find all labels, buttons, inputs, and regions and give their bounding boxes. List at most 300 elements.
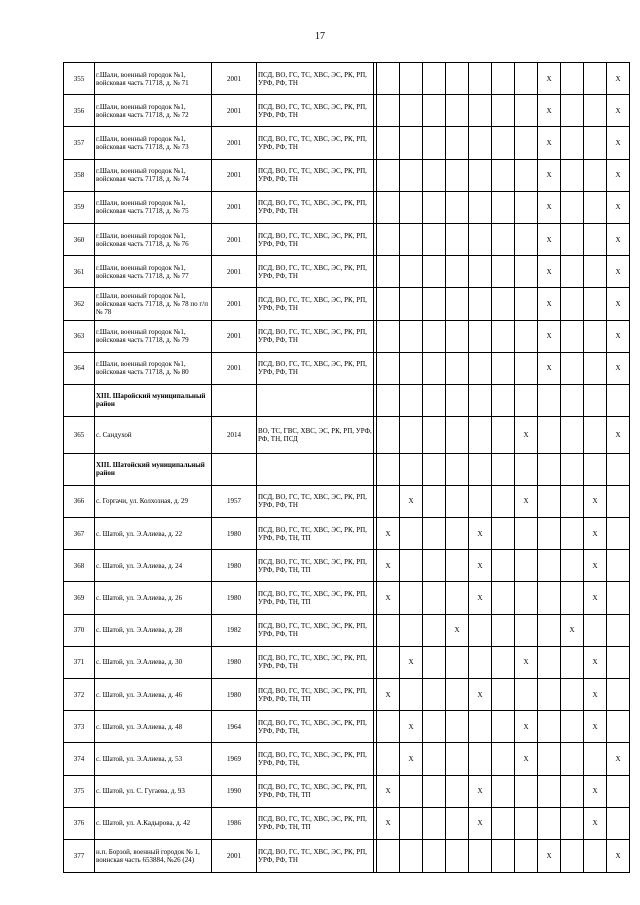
address-cell: с. Горгачи, ул. Колхозная, д. 29 bbox=[95, 485, 212, 517]
mark-cell bbox=[561, 63, 584, 95]
address-cell: г.Шали, военный городок №1, войсковая часть 71718, д. № 77 bbox=[95, 256, 212, 288]
mark-cell bbox=[423, 63, 446, 95]
mark-cell: X bbox=[538, 256, 561, 288]
mark-cell bbox=[446, 839, 469, 872]
table-row bbox=[64, 582, 630, 614]
table-row bbox=[64, 807, 630, 839]
mark-cell bbox=[423, 320, 446, 352]
mark-cell bbox=[492, 711, 515, 743]
mark-cell bbox=[492, 775, 515, 807]
mark-cell bbox=[377, 384, 400, 416]
mark-cell bbox=[423, 453, 446, 485]
utilities-cell bbox=[257, 453, 374, 485]
mark-cell bbox=[423, 256, 446, 288]
mark-cell bbox=[561, 223, 584, 255]
mark-cell bbox=[584, 63, 607, 95]
mark-cell bbox=[561, 839, 584, 872]
mark-cell: X bbox=[538, 223, 561, 255]
mark-cell bbox=[492, 485, 515, 517]
mark-cell: X bbox=[377, 582, 400, 614]
mark-cell: X bbox=[515, 646, 538, 678]
mark-cell: X bbox=[607, 352, 630, 384]
mark-cell bbox=[607, 679, 630, 711]
row-number: 364 bbox=[64, 352, 95, 384]
mark-cell bbox=[400, 614, 423, 646]
mark-cell bbox=[400, 839, 423, 872]
mark-cell bbox=[561, 775, 584, 807]
utilities-cell: ПСД, ВО, ГС, ТС, ХВС, ЭС, РК, РП, УРФ, РФ, ТН, bbox=[257, 743, 374, 775]
mark-cell bbox=[377, 646, 400, 678]
mark-cell bbox=[538, 384, 561, 416]
mark-cell bbox=[538, 711, 561, 743]
mark-cell bbox=[423, 352, 446, 384]
mark-cell: X bbox=[607, 839, 630, 872]
year-cell: 2001 bbox=[212, 95, 257, 127]
mark-cell bbox=[446, 485, 469, 517]
mark-cell bbox=[561, 646, 584, 678]
mark-cell: X bbox=[538, 352, 561, 384]
mark-cell: X bbox=[538, 288, 561, 320]
year-cell: 1980 bbox=[212, 550, 257, 582]
table-row bbox=[64, 223, 630, 255]
mark-cell bbox=[446, 582, 469, 614]
mark-cell bbox=[400, 453, 423, 485]
year-cell: 2001 bbox=[212, 256, 257, 288]
mark-cell bbox=[561, 582, 584, 614]
row-number: 355 bbox=[64, 63, 95, 95]
mark-cell bbox=[400, 191, 423, 223]
year-cell: 1990 bbox=[212, 775, 257, 807]
utilities-cell: ПСД, ВО, ГС, ТС, ХВС, ЭС, РК, РП, УРФ, РФ, ТН bbox=[257, 95, 374, 127]
mark-cell bbox=[584, 223, 607, 255]
mark-cell: X bbox=[400, 711, 423, 743]
mark-cell bbox=[423, 223, 446, 255]
table-row bbox=[64, 416, 630, 453]
mark-cell bbox=[584, 416, 607, 453]
table-row bbox=[64, 127, 630, 159]
year-cell: 1982 bbox=[212, 614, 257, 646]
row-number: 359 bbox=[64, 191, 95, 223]
mark-cell bbox=[423, 485, 446, 517]
mark-cell: X bbox=[538, 320, 561, 352]
table-row bbox=[64, 614, 630, 646]
mark-cell bbox=[446, 288, 469, 320]
mark-cell bbox=[377, 352, 400, 384]
mark-cell bbox=[446, 159, 469, 191]
table-body bbox=[64, 63, 630, 873]
mark-cell bbox=[584, 95, 607, 127]
mark-cell bbox=[377, 320, 400, 352]
mark-cell bbox=[607, 518, 630, 550]
table-row bbox=[64, 646, 630, 678]
row-number: 373 bbox=[64, 711, 95, 743]
section-title: XIII. Шаройский муниципальный район bbox=[95, 384, 212, 416]
mark-cell: X bbox=[607, 256, 630, 288]
utilities-cell: ВО, ТС, ГВС, ХВС, ЭС, РК, РП, УРФ, РФ, ТН, ПСД bbox=[257, 416, 374, 453]
mark-cell bbox=[538, 807, 561, 839]
mark-cell bbox=[469, 63, 492, 95]
year-cell: 1964 bbox=[212, 711, 257, 743]
mark-cell bbox=[377, 95, 400, 127]
address-cell: с. Шатой, ул. Э.Алиева, д. 26 bbox=[95, 582, 212, 614]
mark-cell bbox=[584, 320, 607, 352]
mark-cell bbox=[423, 646, 446, 678]
address-cell: г.Шали, военный городок №1, войсковая часть 71718, д. № 75 bbox=[95, 191, 212, 223]
mark-cell bbox=[377, 416, 400, 453]
mark-cell bbox=[492, 646, 515, 678]
table-row bbox=[64, 63, 630, 95]
mark-cell: X bbox=[538, 159, 561, 191]
mark-cell bbox=[446, 518, 469, 550]
table-row bbox=[64, 485, 630, 517]
utilities-cell: ПСД, ВО, ГС, ТС, ХВС, ЭС, РК, РП, УРФ, РФ, ТН bbox=[257, 191, 374, 223]
utilities-cell: ПСД, ВО, ГС, ТС, ХВС, ЭС, РК, РП, УРФ, РФ, ТН, ТП bbox=[257, 582, 374, 614]
year-cell: 2001 bbox=[212, 320, 257, 352]
register-table bbox=[63, 62, 630, 873]
mark-cell bbox=[400, 256, 423, 288]
mark-cell bbox=[607, 646, 630, 678]
mark-cell bbox=[492, 743, 515, 775]
mark-cell bbox=[492, 807, 515, 839]
mark-cell: X bbox=[584, 646, 607, 678]
utilities-cell: ПСД, ВО, ГС, ТС, ХВС, ЭС, РК, РП, УРФ, РФ, ТН, ТП bbox=[257, 518, 374, 550]
mark-cell bbox=[423, 775, 446, 807]
mark-cell: X bbox=[515, 711, 538, 743]
mark-cell bbox=[446, 191, 469, 223]
year-cell: 1980 bbox=[212, 646, 257, 678]
year-cell: 1980 bbox=[212, 518, 257, 550]
mark-cell bbox=[377, 127, 400, 159]
year-cell: 2001 bbox=[212, 127, 257, 159]
utilities-cell: ПСД, ВО, ГС, ТС, ХВС, ЭС, РК, РП, УРФ, РФ, ТН bbox=[257, 839, 374, 872]
utilities-cell bbox=[257, 384, 374, 416]
page-number: 17 bbox=[315, 31, 325, 42]
mark-cell: X bbox=[538, 63, 561, 95]
mark-cell bbox=[469, 223, 492, 255]
mark-cell bbox=[607, 582, 630, 614]
mark-cell: X bbox=[584, 711, 607, 743]
mark-cell bbox=[377, 63, 400, 95]
mark-cell bbox=[492, 518, 515, 550]
address-cell: г.Шали, военный городок №1, войсковая часть 71718, д. № 73 bbox=[95, 127, 212, 159]
address-cell: г.Шали, военный городок №1, войсковая часть 71718, д. № 79 bbox=[95, 320, 212, 352]
row-number: 377 bbox=[64, 839, 95, 872]
mark-cell bbox=[515, 223, 538, 255]
section-title: XIII. Шатойский муниципальный район bbox=[95, 453, 212, 485]
mark-cell bbox=[515, 807, 538, 839]
mark-cell bbox=[561, 453, 584, 485]
mark-cell bbox=[446, 95, 469, 127]
mark-cell bbox=[561, 807, 584, 839]
mark-cell bbox=[377, 711, 400, 743]
table-row bbox=[64, 518, 630, 550]
mark-cell bbox=[446, 256, 469, 288]
address-cell: с. Шатой, ул. Э.Алиева, д. 48 bbox=[95, 711, 212, 743]
row-number: 363 bbox=[64, 320, 95, 352]
mark-cell bbox=[377, 288, 400, 320]
address-cell: г.Шали, военный городок №1, войсковая часть 71718, д. № 71 bbox=[95, 63, 212, 95]
mark-cell bbox=[561, 485, 584, 517]
mark-cell bbox=[423, 95, 446, 127]
mark-cell bbox=[561, 711, 584, 743]
mark-cell bbox=[492, 159, 515, 191]
mark-cell bbox=[515, 95, 538, 127]
utilities-cell: ПСД, ВО, ГС, ТС, ХВС, ЭС, РК, РП, УРФ, РФ, ТН bbox=[257, 256, 374, 288]
row-number: 358 bbox=[64, 159, 95, 191]
mark-cell bbox=[515, 320, 538, 352]
mark-cell bbox=[446, 679, 469, 711]
mark-cell bbox=[538, 518, 561, 550]
year-cell: 1957 bbox=[212, 485, 257, 517]
mark-cell bbox=[515, 384, 538, 416]
mark-cell bbox=[584, 191, 607, 223]
utilities-cell: ПСД, ВО, ГС, ТС, ХВС, ЭС, РК, РП, УРФ, РФ, ТН, ТП bbox=[257, 775, 374, 807]
mark-cell: X bbox=[561, 614, 584, 646]
mark-cell bbox=[561, 743, 584, 775]
address-cell: г.Шали, военный городок №1, войсковая часть 71718, д. № 74 bbox=[95, 159, 212, 191]
mark-cell bbox=[492, 614, 515, 646]
mark-cell: X bbox=[607, 191, 630, 223]
address-cell: г.Шали, военный городок №1, войсковая часть 71718, д. № 78 по г/п № 78 bbox=[95, 288, 212, 320]
mark-cell bbox=[469, 646, 492, 678]
mark-cell bbox=[423, 550, 446, 582]
mark-cell: X bbox=[607, 320, 630, 352]
mark-cell bbox=[469, 352, 492, 384]
mark-cell bbox=[423, 743, 446, 775]
utilities-cell: ПСД, ВО, ГС, ТС, ХВС, ЭС, РК, РП, УРФ, РФ, ТН, ТП bbox=[257, 679, 374, 711]
mark-cell bbox=[469, 384, 492, 416]
year-cell: 2001 bbox=[212, 223, 257, 255]
mark-cell: X bbox=[400, 743, 423, 775]
mark-cell bbox=[400, 159, 423, 191]
utilities-cell: ПСД, ВО, ГС, ТС, ХВС, ЭС, РК, РП, УРФ, РФ, ТН bbox=[257, 485, 374, 517]
mark-cell: X bbox=[377, 775, 400, 807]
mark-cell: X bbox=[538, 127, 561, 159]
row-number: 376 bbox=[64, 807, 95, 839]
row-number: 362 bbox=[64, 288, 95, 320]
mark-cell bbox=[492, 582, 515, 614]
mark-cell bbox=[377, 485, 400, 517]
mark-cell: X bbox=[469, 807, 492, 839]
mark-cell bbox=[446, 384, 469, 416]
mark-cell: X bbox=[584, 518, 607, 550]
mark-cell bbox=[400, 127, 423, 159]
mark-cell bbox=[423, 384, 446, 416]
row-number: 361 bbox=[64, 256, 95, 288]
mark-cell bbox=[492, 63, 515, 95]
mark-cell bbox=[423, 416, 446, 453]
year-cell: 2001 bbox=[212, 288, 257, 320]
mark-cell bbox=[377, 191, 400, 223]
mark-cell: X bbox=[377, 550, 400, 582]
utilities-cell: ПСД, ВО, ГС, ТС, ХВС, ЭС, РК, РП, УРФ, РФ, ТН bbox=[257, 288, 374, 320]
mark-cell: X bbox=[584, 582, 607, 614]
mark-cell bbox=[469, 288, 492, 320]
mark-cell bbox=[561, 518, 584, 550]
mark-cell bbox=[515, 127, 538, 159]
mark-cell bbox=[538, 582, 561, 614]
mark-cell bbox=[423, 711, 446, 743]
utilities-cell: ПСД, ВО, ГС, ТС, ХВС, ЭС, РК, РП, УРФ, РФ, ТН bbox=[257, 614, 374, 646]
mark-cell bbox=[584, 159, 607, 191]
utilities-cell: ПСД, ВО, ГС, ТС, ХВС, ЭС, РК, РП, УРФ, РФ, ТН, bbox=[257, 711, 374, 743]
mark-cell: X bbox=[515, 416, 538, 453]
mark-cell bbox=[561, 679, 584, 711]
mark-cell bbox=[515, 288, 538, 320]
year-cell: 1986 bbox=[212, 807, 257, 839]
mark-cell bbox=[538, 775, 561, 807]
mark-cell: X bbox=[515, 485, 538, 517]
mark-cell bbox=[492, 679, 515, 711]
mark-cell bbox=[469, 711, 492, 743]
row-number: 366 bbox=[64, 485, 95, 517]
mark-cell bbox=[538, 743, 561, 775]
mark-cell: X bbox=[469, 775, 492, 807]
mark-cell bbox=[446, 775, 469, 807]
mark-cell bbox=[492, 288, 515, 320]
mark-cell bbox=[446, 807, 469, 839]
utilities-cell: ПСД, ВО, ГС, ТС, ХВС, ЭС, РК, РП, УРФ, РФ, ТН bbox=[257, 320, 374, 352]
mark-cell bbox=[607, 485, 630, 517]
row-number: 371 bbox=[64, 646, 95, 678]
mark-cell bbox=[400, 352, 423, 384]
mark-cell: X bbox=[607, 63, 630, 95]
mark-cell bbox=[469, 256, 492, 288]
year-cell: 2001 bbox=[212, 159, 257, 191]
section-row bbox=[64, 453, 630, 485]
table-row bbox=[64, 711, 630, 743]
mark-cell bbox=[469, 95, 492, 127]
mark-cell bbox=[400, 223, 423, 255]
mark-cell bbox=[400, 416, 423, 453]
mark-cell bbox=[469, 453, 492, 485]
mark-cell: X bbox=[607, 416, 630, 453]
mark-cell: X bbox=[584, 550, 607, 582]
mark-cell bbox=[584, 127, 607, 159]
table-row bbox=[64, 352, 630, 384]
mark-cell bbox=[515, 839, 538, 872]
mark-cell bbox=[400, 63, 423, 95]
mark-cell bbox=[469, 743, 492, 775]
mark-cell: X bbox=[469, 518, 492, 550]
row-number-cell bbox=[64, 384, 95, 416]
mark-cell bbox=[446, 453, 469, 485]
utilities-cell: ПСД, ВО, ГС, ТС, ХВС, ЭС, РК, РП, УРФ, РФ, ТН bbox=[257, 223, 374, 255]
mark-cell bbox=[469, 159, 492, 191]
utilities-cell: ПСД, ВО, ГС, ТС, ХВС, ЭС, РК, РП, УРФ, РФ, ТН bbox=[257, 646, 374, 678]
address-cell: с. Шатой, ул. А.Кадырова, д. 42 bbox=[95, 807, 212, 839]
mark-cell: X bbox=[538, 839, 561, 872]
row-number-cell bbox=[64, 453, 95, 485]
year-cell: 1980 bbox=[212, 679, 257, 711]
mark-cell bbox=[423, 159, 446, 191]
mark-cell bbox=[538, 646, 561, 678]
mark-cell bbox=[492, 191, 515, 223]
mark-cell bbox=[492, 320, 515, 352]
mark-cell bbox=[469, 127, 492, 159]
mark-cell bbox=[584, 352, 607, 384]
address-cell: с. Шатой, ул. Э.Алиева, д. 24 bbox=[95, 550, 212, 582]
mark-cell: X bbox=[377, 807, 400, 839]
mark-cell bbox=[538, 679, 561, 711]
address-cell: г.Шали, военный городок №1, войсковая часть 71718, д. № 72 bbox=[95, 95, 212, 127]
mark-cell bbox=[377, 453, 400, 485]
mark-cell bbox=[515, 352, 538, 384]
mark-cell bbox=[446, 127, 469, 159]
mark-cell bbox=[492, 384, 515, 416]
mark-cell bbox=[561, 95, 584, 127]
mark-cell bbox=[423, 807, 446, 839]
mark-cell bbox=[377, 223, 400, 255]
mark-cell: X bbox=[584, 807, 607, 839]
mark-cell bbox=[446, 711, 469, 743]
mark-cell bbox=[584, 453, 607, 485]
year-cell bbox=[212, 453, 257, 485]
mark-cell: X bbox=[607, 743, 630, 775]
mark-cell bbox=[492, 223, 515, 255]
mark-cell bbox=[538, 485, 561, 517]
mark-cell bbox=[492, 127, 515, 159]
mark-cell bbox=[400, 582, 423, 614]
mark-cell bbox=[446, 743, 469, 775]
year-cell: 2014 bbox=[212, 416, 257, 453]
mark-cell bbox=[515, 582, 538, 614]
row-number: 360 bbox=[64, 223, 95, 255]
mark-cell bbox=[561, 159, 584, 191]
mark-cell bbox=[561, 288, 584, 320]
mark-cell bbox=[423, 191, 446, 223]
mark-cell bbox=[400, 518, 423, 550]
mark-cell bbox=[584, 384, 607, 416]
mark-cell bbox=[423, 679, 446, 711]
row-number: 372 bbox=[64, 679, 95, 711]
table-row bbox=[64, 839, 630, 872]
mark-cell bbox=[469, 191, 492, 223]
mark-cell bbox=[469, 320, 492, 352]
mark-cell: X bbox=[607, 127, 630, 159]
mark-cell bbox=[561, 127, 584, 159]
mark-cell: X bbox=[538, 95, 561, 127]
year-cell: 2001 bbox=[212, 63, 257, 95]
mark-cell bbox=[469, 614, 492, 646]
utilities-cell: ПСД, ВО, ГС, ТС, ХВС, ЭС, РК, РП, УРФ, РФ, ТН, ТП bbox=[257, 550, 374, 582]
utilities-cell: ПСД, ВО, ГС, ТС, ХВС, ЭС, РК, РП, УРФ, РФ, ТН, ТП bbox=[257, 807, 374, 839]
year-cell: 2001 bbox=[212, 839, 257, 872]
mark-cell bbox=[584, 743, 607, 775]
row-number: 374 bbox=[64, 743, 95, 775]
utilities-cell: ПСД, ВО, ГС, ТС, ХВС, ЭС, РК, РП, УРФ, РФ, ТН bbox=[257, 352, 374, 384]
mark-cell bbox=[377, 614, 400, 646]
mark-cell bbox=[607, 384, 630, 416]
mark-cell: X bbox=[515, 743, 538, 775]
mark-cell: X bbox=[607, 288, 630, 320]
table-row bbox=[64, 95, 630, 127]
address-cell: н.п. Борзой, военный городок № 1, воинская часть 653884, №26 (24) bbox=[95, 839, 212, 872]
utilities-cell: ПСД, ВО, ГС, ТС, ХВС, ЭС, РК, РП, УРФ, РФ, ТН bbox=[257, 63, 374, 95]
utilities-cell: ПСД, ВО, ГС, ТС, ХВС, ЭС, РК, РП, УРФ, РФ, ТН bbox=[257, 127, 374, 159]
mark-cell bbox=[607, 550, 630, 582]
mark-cell bbox=[400, 679, 423, 711]
mark-cell bbox=[538, 416, 561, 453]
mark-cell bbox=[492, 839, 515, 872]
mark-cell bbox=[607, 807, 630, 839]
table-row bbox=[64, 288, 630, 320]
mark-cell bbox=[584, 839, 607, 872]
mark-cell bbox=[561, 550, 584, 582]
mark-cell bbox=[492, 352, 515, 384]
mark-cell bbox=[538, 453, 561, 485]
mark-cell: X bbox=[584, 679, 607, 711]
